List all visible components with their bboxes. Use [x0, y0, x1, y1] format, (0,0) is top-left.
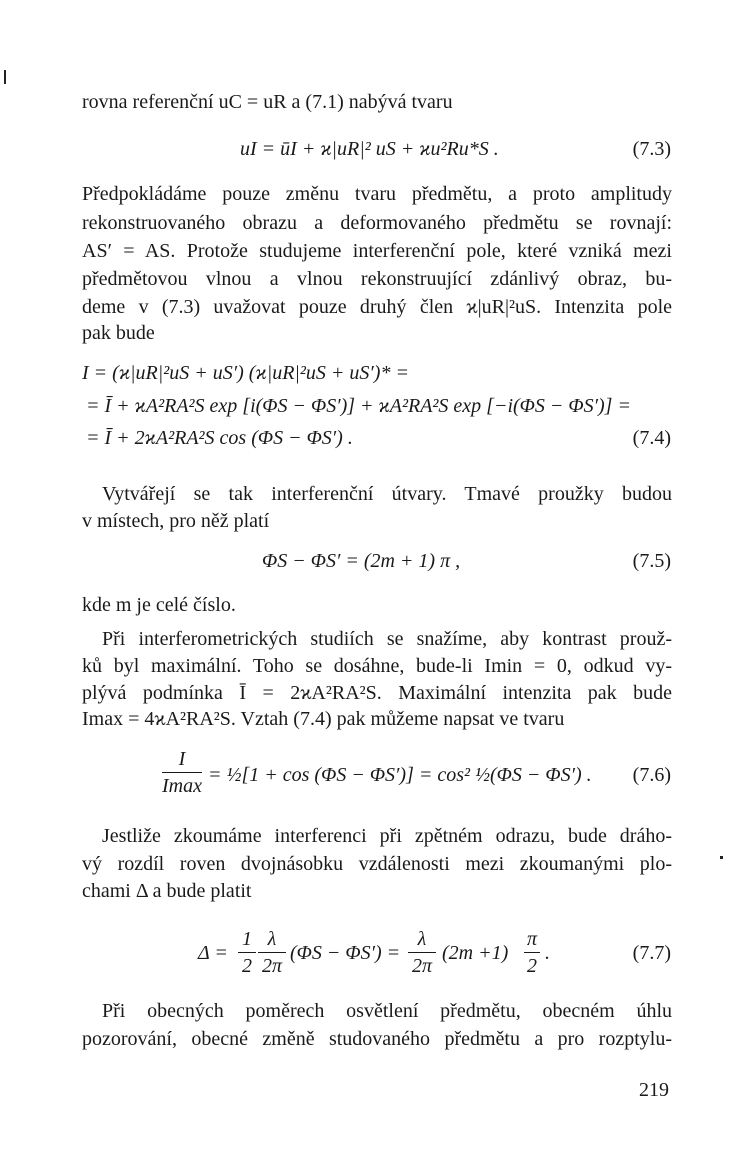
fraction-bar — [408, 952, 436, 953]
text-line: v místech, pro něž platí — [82, 510, 270, 532]
fraction-numerator: λ — [267, 928, 277, 950]
fraction-denominator: 2 — [242, 955, 252, 977]
equation-number: (7.3) — [632, 138, 671, 160]
fraction-bar — [258, 952, 286, 953]
equation-number: (7.4) — [632, 427, 671, 449]
equation-7-7-lhs: Δ = — [198, 942, 228, 964]
scan-mark — [4, 70, 6, 84]
fraction-denominator: 2π — [261, 955, 283, 977]
text-line: Předpokládáme pouze změnu tvaru předmětu, a proto amplitudy — [82, 183, 672, 205]
text-line: kde m je celé číslo. — [82, 594, 236, 616]
fraction-denominator: Imax — [162, 775, 202, 797]
fraction-lambda-over-2pi — [258, 928, 286, 977]
text-line: Jestliže zkoumáme interferenci při zpětném odrazu, bude dráho- — [102, 825, 672, 847]
fraction-pi-over-2 — [524, 928, 540, 977]
text-line: plývá podmínka Ī = 2ϰA²RA²S. Maximální intenzita pak bude — [82, 682, 672, 704]
equation-number: (7.7) — [632, 942, 671, 964]
fraction-bar — [524, 952, 540, 953]
fraction-denominator: 2π — [411, 955, 433, 977]
equation-7-3: uI = ūI + ϰ|uR|² uS + ϰu²Ru*S . — [240, 138, 499, 160]
fraction-numerator: π — [526, 928, 538, 950]
fraction-i-over-imax — [162, 748, 202, 797]
text-line: deme v (7.3) uvažovat pouze druhý člen ϰ|uR|²uS. Intenzita pole — [82, 296, 672, 318]
fraction-denominator: 2 — [527, 955, 537, 977]
equation-7-7-end: . — [545, 942, 550, 964]
text-line: chami Δ a bude platit — [82, 880, 252, 902]
fraction-numerator: 1 — [242, 928, 252, 950]
text-line: vý rozdíl roven dvojnásobku vzdálenosti mezi zkoumanými plo- — [82, 853, 672, 875]
fraction-bar — [162, 772, 202, 773]
fraction-lambda-over-2pi — [408, 928, 436, 977]
text-line: rekonstruovaného obrazu a deformovaného předmětu se rovnají: — [82, 212, 672, 234]
text-line: ků byl maximální. Toho se dosáhne, bude-li Imin = 0, odkud vy- — [82, 655, 672, 677]
fraction-numerator: λ — [417, 928, 427, 950]
equation-7-6: = ½[1 + cos (ΦS − ΦS′)] = cos² ½(ΦS − ΦS′) . — [208, 764, 592, 786]
text-line: rovna referenční uC = uR a (7.1) nabývá tvaru — [82, 91, 453, 113]
text-line: Imax = 4ϰA²RA²S. Vztah (7.4) pak můžeme napsat ve tvaru — [82, 708, 565, 730]
equation-7-7-middle: (ΦS − ΦS′) = — [290, 942, 401, 964]
fraction-numerator: I — [178, 748, 186, 770]
text-line: Vytvářejí se tak interferenční útvary. Tmavé proužky budou — [102, 483, 672, 505]
page-number: 219 — [639, 1079, 669, 1101]
equation-7-5: ΦS − ΦS′ = (2m + 1) π , — [262, 550, 461, 572]
text-line: pak bude — [82, 322, 155, 344]
text-line: AS′ = AS. Protože studujeme interferenční pole, které vzniká mezi — [82, 240, 672, 262]
equation-number: (7.6) — [632, 764, 671, 786]
text-line: pozorování, obecné změně studovaného předmětu a pro rozptylu- — [82, 1028, 672, 1050]
equation-7-7-tail: (2m +1) — [442, 942, 509, 964]
text-line: předmětovou vlnou a vlnou rekonstruující zdánlivý obraz, bu- — [82, 268, 672, 290]
scan-mark — [720, 856, 723, 859]
fraction-one-half — [238, 928, 256, 977]
text-line: Při obecných poměrech osvětlení předmětu, obecném úhlu — [102, 1000, 672, 1022]
equation-number: (7.5) — [632, 550, 671, 572]
equation-7-4-line2: = Ī + ϰA²RA²S exp [i(ΦS − ΦS′)] + ϰA²RA²S exp [−i(ΦS − ΦS′)] = — [86, 395, 631, 417]
fraction-bar — [238, 952, 256, 953]
equation-7-4-line3: = Ī + 2ϰA²RA²S cos (ΦS − ΦS′) . — [86, 427, 353, 449]
equation-7-4-line1: I = (ϰ|uR|²uS + uS′) (ϰ|uR|²uS + uS′)* = — [82, 362, 409, 384]
text-line: Při interferometrických studiích se snažíme, aby kontrast prouž- — [102, 628, 672, 650]
